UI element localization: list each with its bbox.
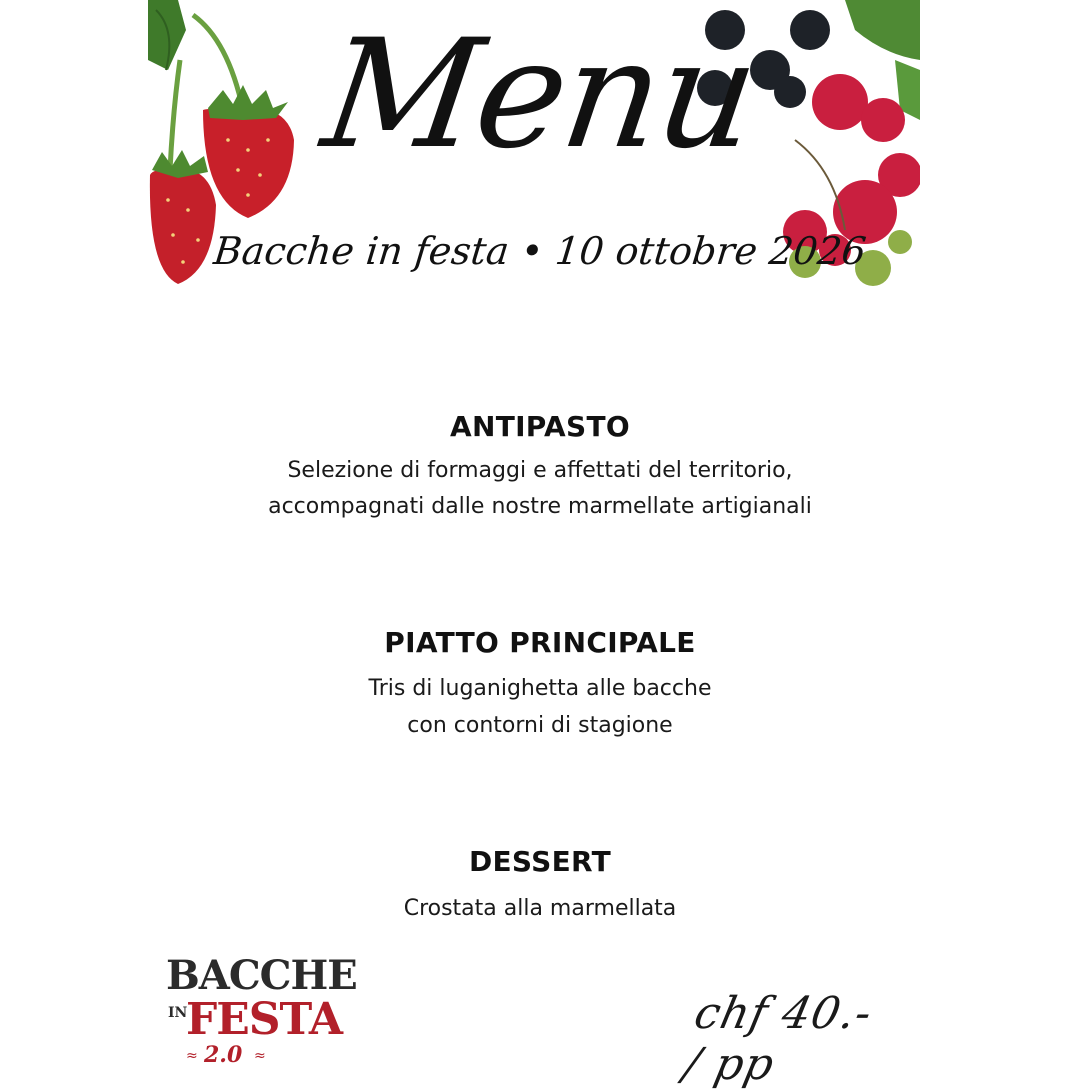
price-label: chf 40.- / pp [679, 988, 877, 1090]
bacche-in-festa-logo [158, 950, 357, 1070]
section-line: Selezione di formaggi e affettati del territorio, [287, 458, 793, 483]
section-line: Tris di luganighetta alle bacche [368, 676, 712, 701]
logo-deco-left: ≈ [186, 1048, 198, 1064]
section-line: Crostata alla marmellata [403, 896, 677, 921]
section-heading-piatto-principale: PIATTO PRINCIPALE [384, 626, 696, 659]
section-line: con contorni di stagione [407, 713, 673, 738]
logo-deco-right: ≈ [254, 1048, 266, 1064]
logo-line-bacche: BACCHE [166, 952, 357, 999]
section-line: accompagnati dalle nostre marmellate artigianali [268, 494, 812, 519]
section-heading-dessert: DESSERT [468, 845, 612, 878]
logo-line-festa: FESTA [186, 994, 343, 1045]
event-subtitle: Bacche in festa • 10 ottobre 2026 [211, 229, 869, 273]
logo-line-version: 2.0 [204, 1042, 243, 1068]
menu-title: Menu [313, 8, 767, 182]
logo-line-in: IN [168, 1005, 188, 1021]
section-heading-antipasto: ANTIPASTO [449, 410, 630, 443]
